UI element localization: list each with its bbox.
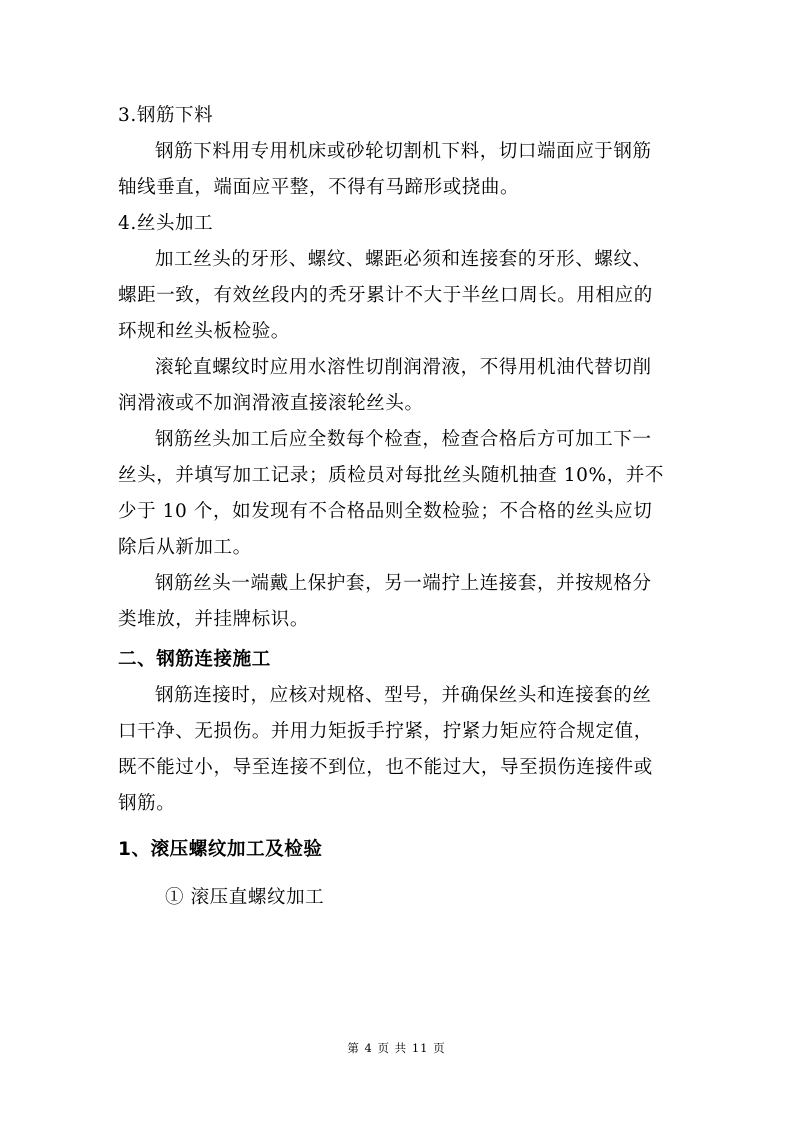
paragraph-line: 加工丝头的牙形、螺纹、螺距必须和连接套的牙形、螺纹、: [155, 249, 652, 270]
section-3-heading: 3.钢筋下料: [118, 105, 214, 126]
part-2-heading: 二、钢筋连接施工: [118, 649, 271, 670]
document-body: [118, 98, 680, 916]
paragraph-line: 轴线垂直，端面应平整，不得有马蹄形或挠曲。: [118, 177, 520, 198]
paragraph-line: 润滑液或不加润滑液直接滚轮丝头。: [118, 393, 424, 414]
paragraph-line: 钢筋连接时，应核对规格、型号，并确保丝头和连接套的丝: [155, 685, 652, 706]
paragraph-line: 钢筋丝头加工后应全数每个检查，检查合格后方可加工下一: [155, 429, 652, 450]
paragraph-line: 除后从新加工。: [118, 537, 252, 558]
paragraph-line: 既不能过小，导至连接不到位，也不能过大，导至损伤连接件或: [118, 757, 653, 778]
page-number-footer: 第 4 页 共 11 页: [347, 1041, 446, 1055]
section-4-paragraph-3: [118, 422, 680, 566]
paragraph-line: 螺距一致，有效丝段内的秃牙累计不大于半丝口周长。用相应的: [118, 285, 653, 306]
paragraph-line: 类堆放，并挂牌标识。: [118, 609, 310, 630]
paragraph-line: 钢筋下料用专用机床或砂轮切割机下料，切口端面应于钢筋: [155, 141, 652, 162]
paragraph-line: 钢筋。: [118, 793, 176, 814]
paragraph-line: 丝头，并填写加工记录；质检员对每批丝头随机抽查 10%，并不: [118, 465, 665, 486]
section-4-heading: 4.丝头加工: [118, 213, 214, 234]
section-4-paragraph-2: [118, 350, 680, 422]
subsection-1-item-1: ① 滚压直螺纹加工: [165, 887, 325, 908]
paragraph-line: 滚轮直螺纹时应用水溶性切削润滑液，不得用机油代替切削: [155, 357, 652, 378]
paragraph-line: 口干净、无损伤。并用力矩扳手拧紧，拧紧力矩应符合规定值，: [118, 721, 653, 742]
section-3-paragraph-1: [118, 134, 680, 206]
paragraph-line: 环规和丝头板检验。: [118, 321, 290, 342]
section-4-paragraph-1: [118, 242, 680, 350]
paragraph-line: 钢筋丝头一端戴上保护套，另一端拧上连接套，并按规格分: [155, 573, 652, 594]
part-2-paragraph-1: [118, 678, 680, 822]
paragraph-line: 少于 10 个，如发现有不合格品则全数检验；不合格的丝头应切: [118, 501, 653, 522]
section-4-paragraph-4: [118, 566, 680, 638]
subsection-1-heading: 1、滚压螺纹加工及检验: [118, 839, 323, 860]
